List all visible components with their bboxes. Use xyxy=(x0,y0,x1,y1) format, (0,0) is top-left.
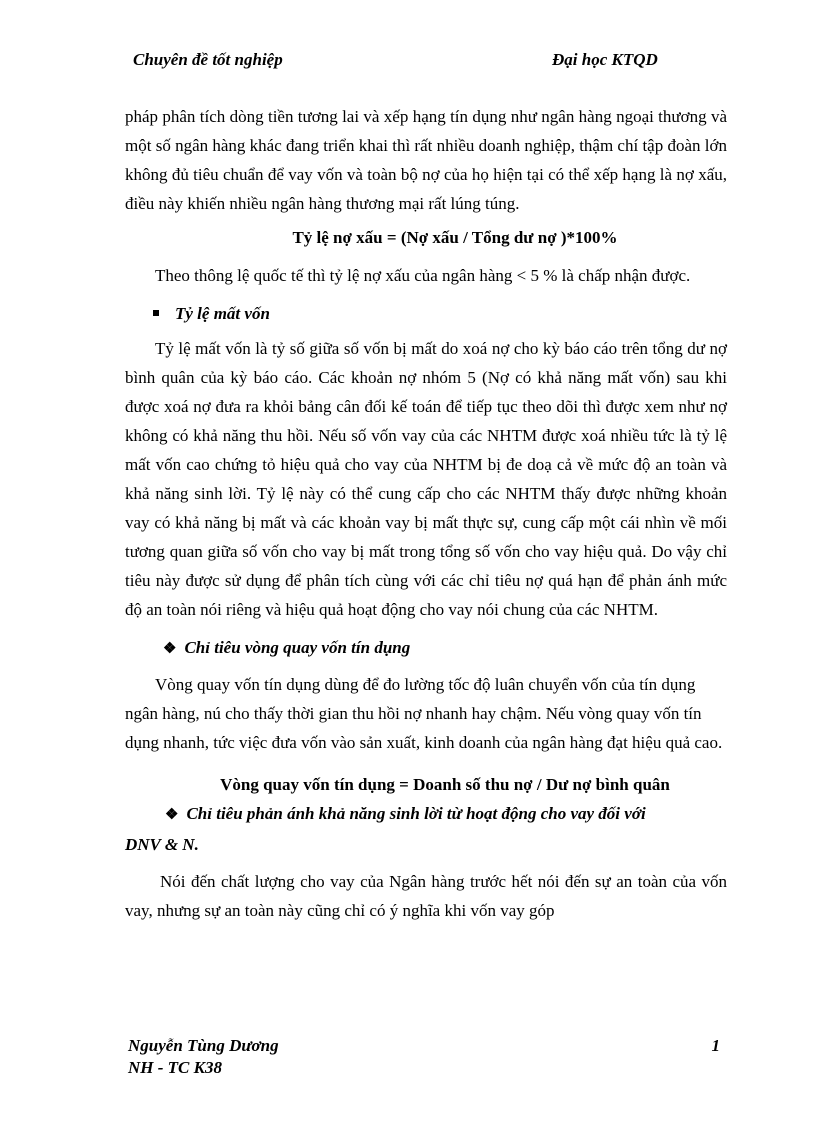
square-bullet-icon xyxy=(153,310,159,316)
footer xyxy=(128,1035,720,1079)
paragraph-3: Tỷ lệ mất vốn là tỷ số giữa số vốn bị mất do xoá nợ cho kỳ báo cáo trên tổng dư nợ bình quân của kỳ báo cáo. Các khoản nợ nhóm 5 (Nợ có khả năng mất vốn) sau khi được xoá nợ đưa ra khỏi bảng cân đối kế toán để tiếp tục theo dõi thì được xem như nợ không có khả năng thu hồi. Nếu số vốn vay của các NHTM được xoá nhiều tức là tỷ lệ mất vốn cao chứng tỏ hiệu quả cho vay của NHTM bị đe doạ cả về mức độ an toàn và khả năng sinh lời. Tỷ lệ này có thể cung cấp cho các NHTM thấy được những khoản vay có khả năng bị mất và các khoản vay bị mất thực sự, cung cấp một cái nhìn về mối tương quan giữa số vốn cho vay bị mất trong tổng số vốn cho vay hiệu quả. Do vậy chỉ tiêu này được sử dụng để phân tích cùng với các chỉ tiêu nợ quá hạn để phản ánh mức độ an toàn nói riêng và hiệu quả hoạt động cho vay nói chung của các NHTM. xyxy=(125,339,727,619)
heading-capital-loss xyxy=(125,299,727,328)
paragraph-5: Nói đến chất lượng cho vay của Ngân hàng trước hết nói đến sự an toàn của vốn vay, nhưng sự an toàn này cũng chỉ có ý nghĩa khi vốn vay góp xyxy=(125,872,727,920)
paragraph-1: pháp phân tích dòng tiền tương lai và xếp hạng tín dụng như ngân hàng ngoại thương và một số ngân hàng khác đang triển khai thì rất nhiều doanh nghiệp, thậm chí tập đoàn lớn không đủ tiêu chuẩn để vay vốn và toàn bộ nợ của họ hiện tại có thể xếp hạng là nợ xấu, điều này khiến nhiều ngân hàng thương mại rất lúng túng. xyxy=(125,107,727,213)
document-body xyxy=(125,102,727,925)
heading-credit-turnover-label: Chỉ tiêu vòng quay vốn tín dụng xyxy=(184,638,411,657)
heading-profitability-line2: DNV & N. xyxy=(125,835,199,854)
heading-profitability-line1 xyxy=(125,799,727,830)
formula-credit-turnover: Vòng quay vốn tín dụng = Doanh số thu nợ / Dư nợ bình quân xyxy=(220,775,670,794)
footer-class: NH - TC K38 xyxy=(128,1058,222,1077)
heading-capital-loss-label: Tỷ lệ mất vốn xyxy=(175,304,270,323)
paragraph-2: Theo thông lệ quốc tế thì tỷ lệ nợ xấu của ngân hàng < 5 % là chấp nhận được. xyxy=(155,266,691,285)
formula-bad-debt-ratio: Tỷ lệ nợ xấu = (Nợ xấu / Tổng dư nợ )*100% xyxy=(292,228,618,247)
header-right: Đại học KTQD xyxy=(552,50,658,69)
header-left: Chuyên đề tốt nghiệp xyxy=(133,50,283,69)
heading-profitability-label: Chỉ tiêu phản ánh khả năng sinh lời từ hoạt động cho vay đối với xyxy=(186,804,646,823)
footer-author: Nguyễn Tùng Dương xyxy=(128,1036,279,1055)
heading-credit-turnover xyxy=(125,633,727,664)
diamond-bullet-icon: ❖ xyxy=(165,807,179,823)
page-number: 1 xyxy=(711,1036,720,1055)
diamond-bullet-icon: ❖ xyxy=(163,641,177,657)
paragraph-4: Vòng quay vốn tín dụng dùng để đo lường tốc độ luân chuyển vốn của tín dụng ngân hàng, nú cho thấy thời gian thu hồi nợ nhanh hay chậm. Nếu vòng quay vốn tín dụng nhanh, tức việc đưa vốn vào sản xuất, kinh doanh của ngân hàng đạt hiệu quả cao. xyxy=(125,675,723,752)
